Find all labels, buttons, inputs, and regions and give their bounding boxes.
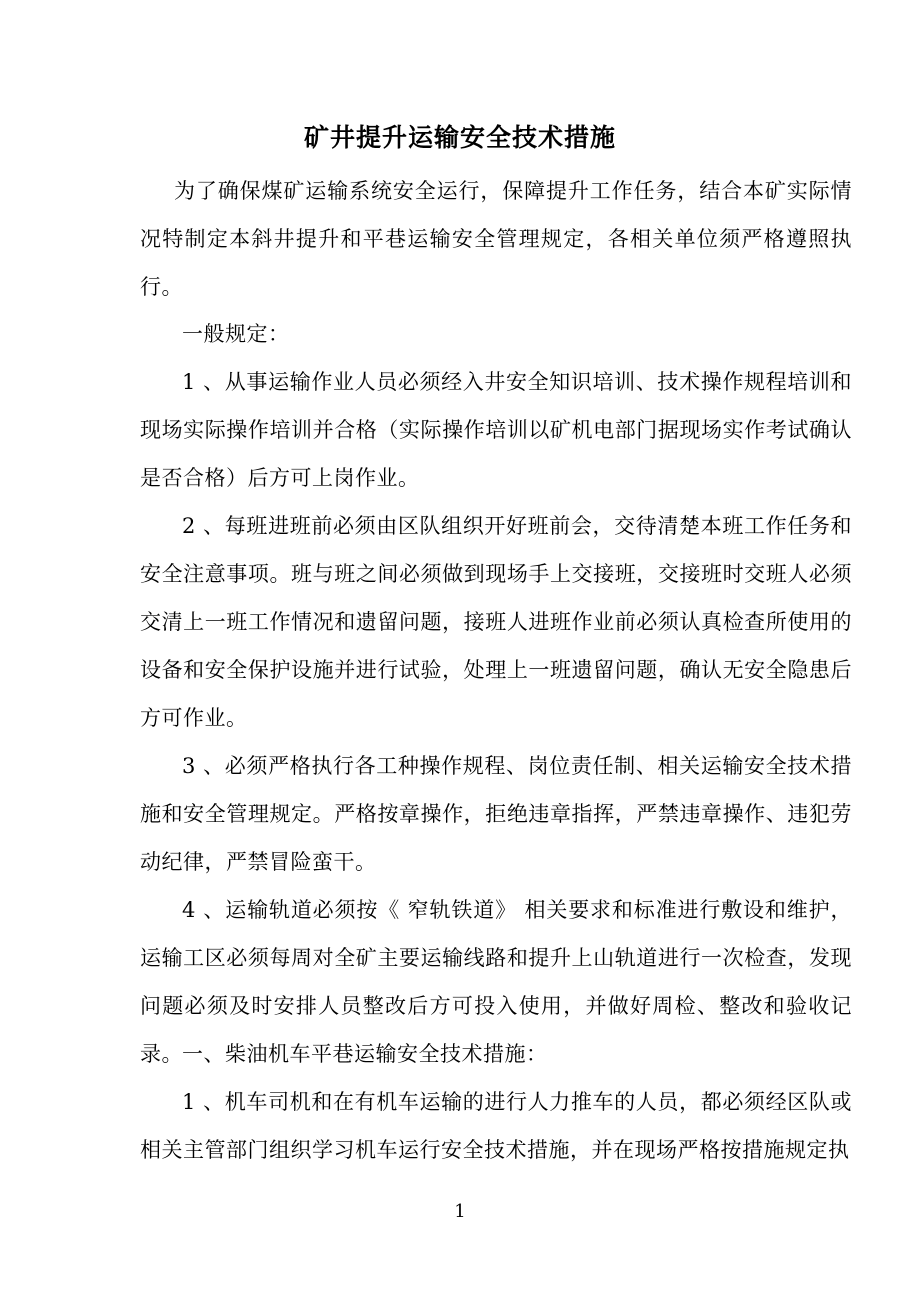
section-1-heading: 一、柴油机车平巷运输安全技术措施： xyxy=(182,1042,548,1066)
general-rule-item-1: 1 、从事运输作业人员必须经入井安全知识培训、技术操作规程培训和现场实际操作培训并合格（实际操作培训以矿机电部门据现场实作考试确认是否合格）后方可上岗作业。 xyxy=(140,370,852,490)
section-1-item-1: 1 、机车司机和在有机车运输的进行人力推车的人员，都必须经区队或相关主管部门组织学习机车运行安全技术措施，并在现场严格按措施规定执 xyxy=(140,1090,852,1162)
general-rules-heading: 一般规定： xyxy=(182,322,290,346)
general-rule-item-2: 2 、每班进班前必须由区队组织开好班前会，交待清楚本班工作任务和安全注意事项。班与班之间必须做到现场手上交接班，交接班时交班人必须交清上一班工作情况和遗留问题，接班人进班作业前必须认真检查所使用的设备和安全保护设施并进行试验，处理上一班遗留问题，确认无安全隐患后方可作业。 xyxy=(140,514,852,730)
page-number: 1 xyxy=(454,1201,466,1222)
general-rule-item-4: 4 、运输轨道必须按《 窄轨铁道》 相关要求和标准进行敷设和维护，运输工区必须每周对全矿主要运输线路和提升上山轨道进行一次检查，发现问题必须及时安排人员整改后方可投入使用，并做好周检、整改和验收记录。 xyxy=(140,898,852,1066)
intro-paragraph: 为了确保煤矿运输系统安全运行，保障提升工作任务，结合本矿实际情况特制定本斜井提升和平巷运输安全管理规定，各相关单位须严格遵照执行。 xyxy=(140,179,852,299)
document-title: 矿井提升运输安全技术措施 xyxy=(303,123,616,152)
general-rule-item-3: 3 、必须严格执行各工种操作规程、岗位责任制、相关运输安全技术措施和安全管理规定。严格按章操作，拒绝违章指挥，严禁违章操作、违犯劳动纪律，严禁冒险蛮干。 xyxy=(140,754,852,874)
